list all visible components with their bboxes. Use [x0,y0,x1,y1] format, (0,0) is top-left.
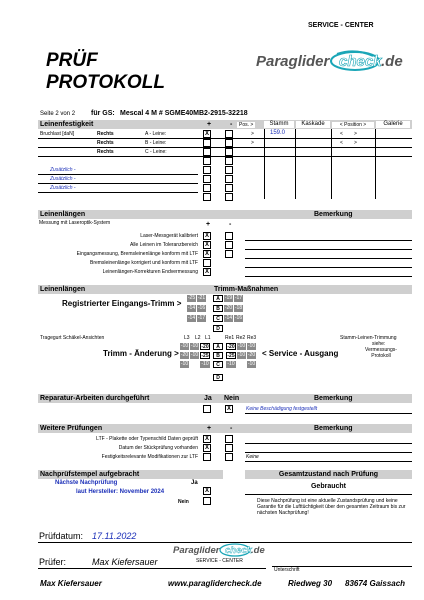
row-line: B - Leine: [145,140,167,146]
naechste-label: Nächste Nachprüfung [55,480,118,486]
trim-cell: -10 [180,343,189,349]
col-l1: L1 [205,335,211,341]
bemerkung-header: Bemerkung [314,211,353,218]
grid-letter: C [213,361,223,368]
nein-label: Nein [178,499,189,505]
trim-cell: -10 [247,343,256,349]
check-item-plus[interactable]: X [204,242,209,248]
extra-empty-box[interactable] [203,157,211,165]
row-divider [38,192,198,193]
weitere-note: Keine [246,454,259,460]
reparatur-ja-check[interactable] [203,405,211,413]
plus-header: + [207,425,212,432]
trim-cell: -10 [190,343,199,349]
check-item-minus[interactable] [225,241,233,249]
row-a-minus-check[interactable] [225,130,233,138]
footer-url[interactable]: www.paraglidercheck.de [168,579,262,588]
hersteller-label: laut Hersteller: November 2024 [76,489,165,495]
col-divider [331,129,332,199]
trim-cell: -17 [197,315,206,321]
extra-minus-check[interactable] [225,184,233,192]
gesamt-value: Gebraucht [310,483,346,490]
minus-header: - [230,425,233,432]
gesamt-title: Gesamtzustand nach Prüfung [278,471,379,478]
trim-cell-mid: -25 [201,353,209,359]
check-item-label: Bremsleinenlänge korrigiert und konform mit LTF [89,260,198,266]
row-line: C - Leine: [145,149,167,155]
check-item-plus[interactable]: X [204,436,209,442]
trim-cell-mid: -20 [227,344,235,350]
pruefer-label: Prüfer: [39,557,67,567]
grid-letter: D [213,325,223,332]
trim-cell: -14 [187,305,196,311]
bruchlast-label: Bruchlast [daN] [40,131,75,137]
svg-text:.de: .de [381,53,403,70]
check-item-plus[interactable]: X [204,269,209,275]
ja-header: Ja [204,395,212,402]
col-re2: Re2 [236,335,246,341]
svg-text:check: check [339,53,382,70]
zusaetzlich-line: Zusätzlich - [50,167,76,173]
col-divider [264,129,265,199]
col-l2: L2 [195,335,201,341]
row-divider [38,156,412,157]
extra-minus-check[interactable] [225,166,233,174]
section-title: Leinenlängen [40,286,86,293]
stamp-logo-graphic [172,543,270,557]
row-b-minus-check[interactable] [225,139,233,147]
minus-header: - [230,121,233,128]
trim-cell-mid: -25 [227,353,235,359]
trim-cell: -20 [180,352,189,358]
row-divider [245,267,412,268]
logo-graphic [255,50,411,72]
pruefer-underline [38,568,266,569]
glider-value: Mescal 4 M # SGME40MB2-2915-32218 [120,110,248,117]
col-divider [375,129,376,199]
grid-letter: B [213,352,223,359]
messung-subtitle: Messung mit Laseroptik-System [39,220,111,226]
trim-cell: -14 [224,315,233,321]
grid-letter: B [213,305,223,312]
aenderung-label: Trimm - Änderung > [103,349,179,358]
grid-letter: D [213,374,223,381]
zusaetzlich-line: Zusätzlich - [50,176,76,182]
extra-plus-check[interactable] [203,193,211,201]
trim-cell: -25 [187,295,196,301]
section-title: Leinenfestigkeit [40,121,94,128]
trim-cell: -10 [237,352,246,358]
stamp-logo [172,543,270,557]
trim-cell: -19 [224,295,233,301]
row-b-plus-check[interactable] [203,139,211,147]
trim-cell: -20 [224,305,233,311]
row-divider [245,258,412,259]
row-a-plus-check[interactable]: X [204,131,209,137]
gesamt-text: Diese Nachprüfung ist eine aktuelle Zustandsprüfung und keine Garantie für die Lufttüchtigkeit über den gesamten Zeitraum bis zur nächsten Nachprüfung! [257,498,406,516]
glider-label: für GS: [91,110,115,117]
trim-cell: -18 [234,305,243,311]
trim-cell: -21 [197,295,206,301]
footer-company: Max Kiefersauer [40,579,102,588]
bemerkung-header: Bemerkung [314,395,353,402]
col-l3: L3 [184,335,190,341]
title-line-1: PRÜF [46,50,98,71]
paraglidercheck-logo [255,50,411,72]
row-divider [38,147,412,148]
check-item-plus[interactable] [203,453,211,461]
check-item-label: Alle Leinen im Toleranzbereich [129,242,198,248]
row-divider [245,240,412,241]
page-label: Seite 2 von 2 [40,111,76,117]
row-side: Rechts [97,131,114,137]
section-title: Nachprüfstempel aufgebracht [40,471,140,478]
check-item-minus[interactable] [225,435,233,443]
check-item-plus[interactable]: X [204,251,209,257]
footer-city: 83674 Gaissach [345,579,406,588]
plus-header: + [206,221,211,228]
title-line-2: PROTOKOLL [46,72,165,93]
trimm-header [38,285,412,294]
row-c-minus-check[interactable] [225,148,233,156]
trim-cell-mid: -20 [201,344,209,350]
check-item-label: Festigkeitsrelevante Modifikationen zur LTF [101,454,198,460]
trim-cell: -17 [234,295,243,301]
col-re3: Re3 [247,335,257,341]
ja-label: Ja [191,480,198,486]
row-divider [245,494,412,495]
check-item-minus[interactable] [225,232,233,240]
row-a-position: < > [340,131,357,137]
row-divider [38,138,412,139]
plus-header: + [207,121,212,128]
trim-cell: -20 [247,352,256,358]
row-divider [245,461,412,462]
stamm-header: Stamm [264,121,294,128]
section-title: Weitere Prüfungen [40,425,103,432]
check-item-label: Laser-Messgerät kalibriert [140,233,198,239]
weitere-header [38,424,412,433]
svg-text:check: check [225,545,252,556]
row-divider [245,452,412,453]
col-re1: Re1 [225,335,235,341]
reparatur-nein-check[interactable]: X [226,406,231,412]
check-item-label: Leinenlängen-Korrekturen Endvermessung [102,269,198,275]
pruefer-value: Max Kiefersauer [92,557,158,567]
row-c-plus-check[interactable] [203,148,211,156]
nein-header: Nein [224,395,240,402]
check-item-plus[interactable]: X [204,233,209,239]
siehe-label: siehe: [372,341,386,347]
row-divider [245,249,412,250]
row-divider [245,443,412,444]
check-item-minus[interactable] [225,453,233,461]
check-item-minus[interactable] [225,444,233,452]
pruefdatum-label: Prüfdatum: [39,531,84,541]
trim-cell: -10 [180,361,189,367]
reparatur-header [38,394,412,403]
check-item-label: LTF - Plakette oder Typenschild Daten geprüft [96,436,198,442]
ausgang-label: < Service - Ausgang [262,349,339,358]
reparatur-note: Keine Beschädigung festgestellt [246,406,318,412]
row-side: Rechts [97,140,114,146]
kaskade-header: Kaskade [296,121,330,128]
row-line: A - Leine: [145,131,167,137]
trim-cell: -10 [227,361,235,367]
leinenlaengen-header [38,210,412,219]
row-divider [38,183,198,184]
trim-cell: -10 [190,352,199,358]
unterschrift-label: Unterschrift [274,567,300,573]
trim-cell: -14 [187,315,196,321]
check-item-plus[interactable] [203,259,211,267]
zusaetzlich-line: Zusätzlich - [50,185,76,191]
nachpruef-nein-check[interactable] [203,497,211,505]
row-a-stamm-value: 159.0 [270,130,286,136]
row-divider [38,174,198,175]
check-item-plus[interactable]: X [204,445,209,451]
nachpruef-ja-check[interactable]: X [204,488,209,494]
check-item-label: Datum der Stückprüfung vorhanden [118,445,198,451]
pos-header: Pos. > [239,122,254,128]
row-side: Rechts [97,149,114,155]
extra-plus-check[interactable] [203,184,211,192]
row-divider [245,276,412,277]
trim-cell: -16 [197,305,206,311]
eingang-label: Registrierter Eingangs-Trimm > [62,299,182,308]
extra-minus-check[interactable] [225,193,233,201]
trim-cell: -16 [234,315,243,321]
stamp-service: SERVICE - CENTER [196,558,243,564]
footer-street: Riedweg 30 [288,579,333,588]
minus-header: - [229,221,232,228]
row-divider [245,413,412,414]
svg-text:Paraglider: Paraglider [256,53,330,70]
extra-plus-check[interactable] [203,175,211,183]
col-divider [295,129,296,199]
row-b-position: < > [340,140,357,146]
check-item-label: Eingangsmessung, Bremsleinenlänge konform mit LTF [76,251,198,257]
service-center-label: SERVICE - CENTER [308,22,374,29]
trim-cell: -10 [201,361,209,367]
grid-letter: A [213,343,223,350]
stamm-trimmung-label: Stamm-Leinen-Trimmung [340,335,397,341]
check-item-minus[interactable] [225,250,233,258]
svg-text:Paraglider: Paraglider [173,545,220,556]
section-title: Leinenlängen [40,211,86,218]
tragegurt-label: Tragegurt Schäkel-Ansichten [40,335,105,341]
trim-cell: -10 [237,343,246,349]
position-header: < Position > [332,122,374,128]
svg-text:.de: .de [251,545,265,556]
grid-letter: C [213,315,223,322]
grid-letter: A [213,295,223,302]
row-a-arrow: > [251,131,254,137]
trim-cell: -10 [247,361,256,367]
extra-empty-box[interactable] [225,157,233,165]
galerie-header: Galerie [376,121,410,128]
row-b-arrow: > [251,140,254,146]
pruefdatum-value: 17.11.2022 [92,531,137,541]
extra-plus-check[interactable] [203,166,211,174]
section-title: Reparatur-Arbeiten durchgeführt [40,395,150,402]
bemerkung-header: Bemerkung [314,425,353,432]
trimm-massnahmen: Trimm-Maßnahmen [214,286,279,293]
extra-minus-check[interactable] [225,175,233,183]
verm-protokoll-label: Vermessungs-Protokoll [365,347,397,359]
